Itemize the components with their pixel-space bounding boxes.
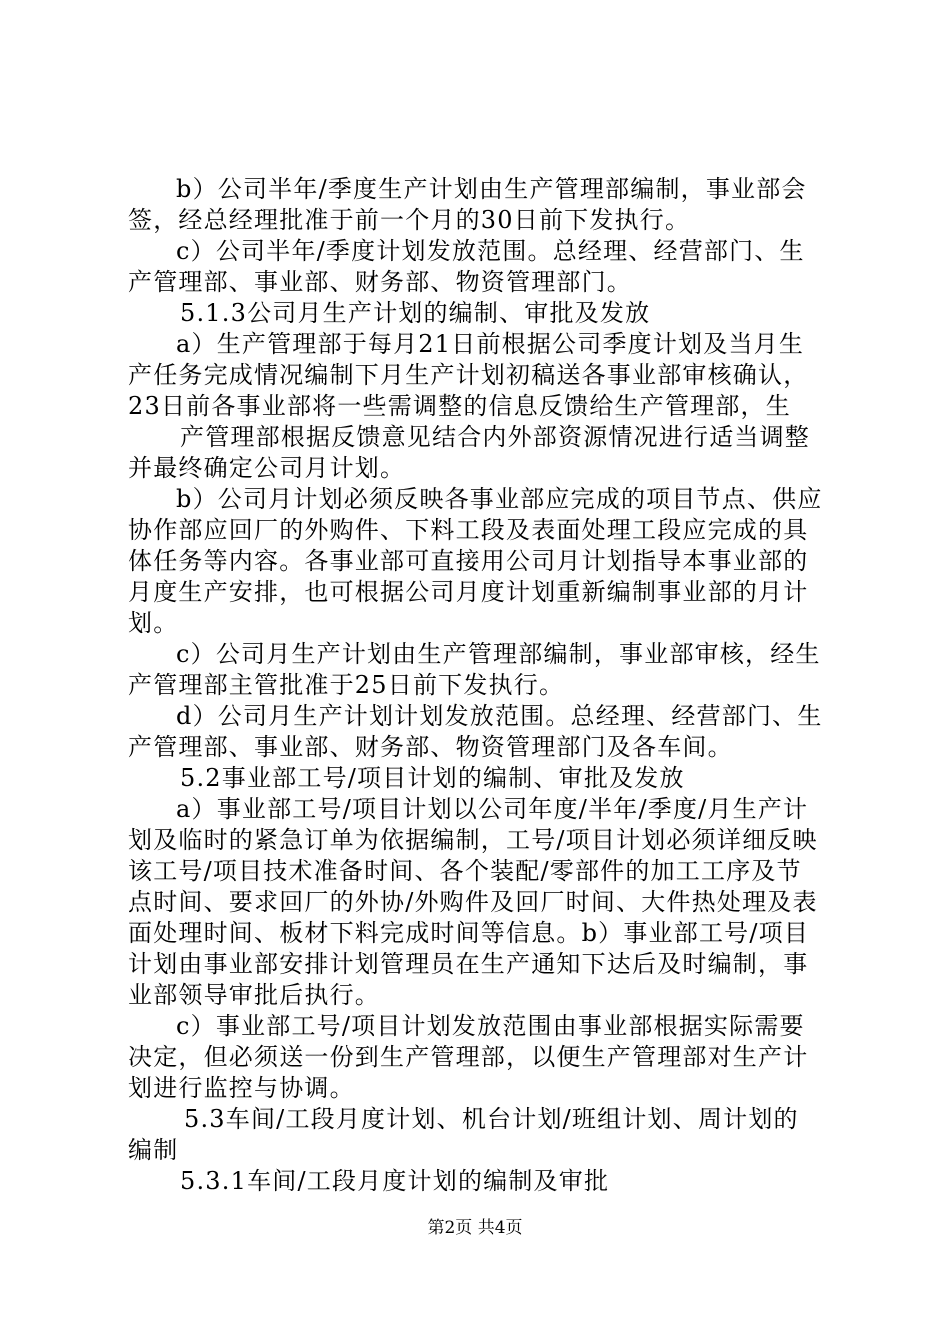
text-line: 划。 (128, 609, 179, 637)
text-line: 月度生产安排，也可根据公司月度计划重新编制事业部的月计 (128, 578, 809, 606)
text-line: 计划由事业部安排计划管理员在生产通知下达后及时编制，事 (128, 950, 809, 978)
text-line: a）事业部工号/项目计划以公司年度/半年/季度/月生产计 (176, 795, 809, 823)
text-line: 产管理部主管批准于25日前下发执行。 (128, 671, 565, 699)
text-line: b）公司半年/季度生产计划由生产管理部编制，事业部会 (176, 175, 807, 203)
text-line: 协作部应回厂的外购件、下料工段及表面处理工段应完成的具 (128, 516, 809, 544)
text-line: c）事业部工号/项目计划发放范围由事业部根据实际需要 (176, 1012, 805, 1040)
text-line: c）公司半年/季度计划发放范围。总经理、经营部门、生 (176, 237, 805, 265)
text-line: 并最终确定公司月计划。 (128, 454, 406, 482)
page-footer: 第2页 共4页 (427, 1218, 523, 1238)
text-line: 23日前各事业部将一些需调整的信息反馈给生产管理部，生 (128, 392, 791, 420)
text-line: 签，经总经理批准于前一个月的30日前下发执行。 (128, 206, 691, 234)
text-line: a）生产管理部于每月21日前根据公司季度计划及当月生 (176, 330, 805, 358)
document-body (128, 174, 833, 1197)
text-line: 体任务等内容。各事业部可直接用公司月计划指导本事业部的 (128, 547, 809, 575)
text-line: 点时间、要求回厂的外协/外购件及回厂时间、大件热处理及表 (128, 888, 818, 916)
text-line: 产任务完成情况编制下月生产计划初稿送各事业部审核确认， (128, 361, 809, 389)
text-line: 产管理部根据反馈意见结合内外部资源情况进行适当调整 (180, 423, 810, 451)
text-line: 5.2事业部工号/项目计划的编制、审批及发放 (180, 764, 685, 792)
text-line: 产管理部、事业部、财务部、物资管理部门及各车间。 (128, 733, 733, 761)
text-line: 决定，但必须送一份到生产管理部，以便生产管理部对生产计 (128, 1043, 809, 1071)
text-line: 编制 (128, 1136, 179, 1164)
text-line: 业部领导审批后执行。 (128, 981, 380, 1009)
text-line: 5.3车间/工段月度计划、机台计划/班组计划、周计划的 (184, 1105, 799, 1133)
text-line: 5.3.1车间/工段月度计划的编制及审批 (180, 1167, 610, 1195)
text-line: 该工号/项目技术准备时间、各个装配/零部件的加工工序及节 (128, 857, 802, 885)
text-line: d）公司月生产计划计划发放范围。总经理、经营部门、生 (176, 702, 823, 730)
text-line: 5.1.3公司月生产计划的编制、审批及发放 (180, 299, 651, 327)
text-line: b）公司月计划必须反映各事业部应完成的项目节点、供应 (176, 485, 823, 513)
text-line: 划进行监控与协调。 (128, 1074, 355, 1102)
text-line: 面处理时间、板材下料完成时间等信息。b）事业部工号/项目 (128, 919, 810, 947)
text-line: 划及临时的紧急订单为依据编制，工号/项目计划必须详细反映 (128, 826, 818, 854)
text-line: 产管理部、事业部、财务部、物资管理部门。 (128, 268, 632, 296)
text-line: c）公司月生产计划由生产管理部编制，事业部审核，经生 (176, 640, 821, 668)
